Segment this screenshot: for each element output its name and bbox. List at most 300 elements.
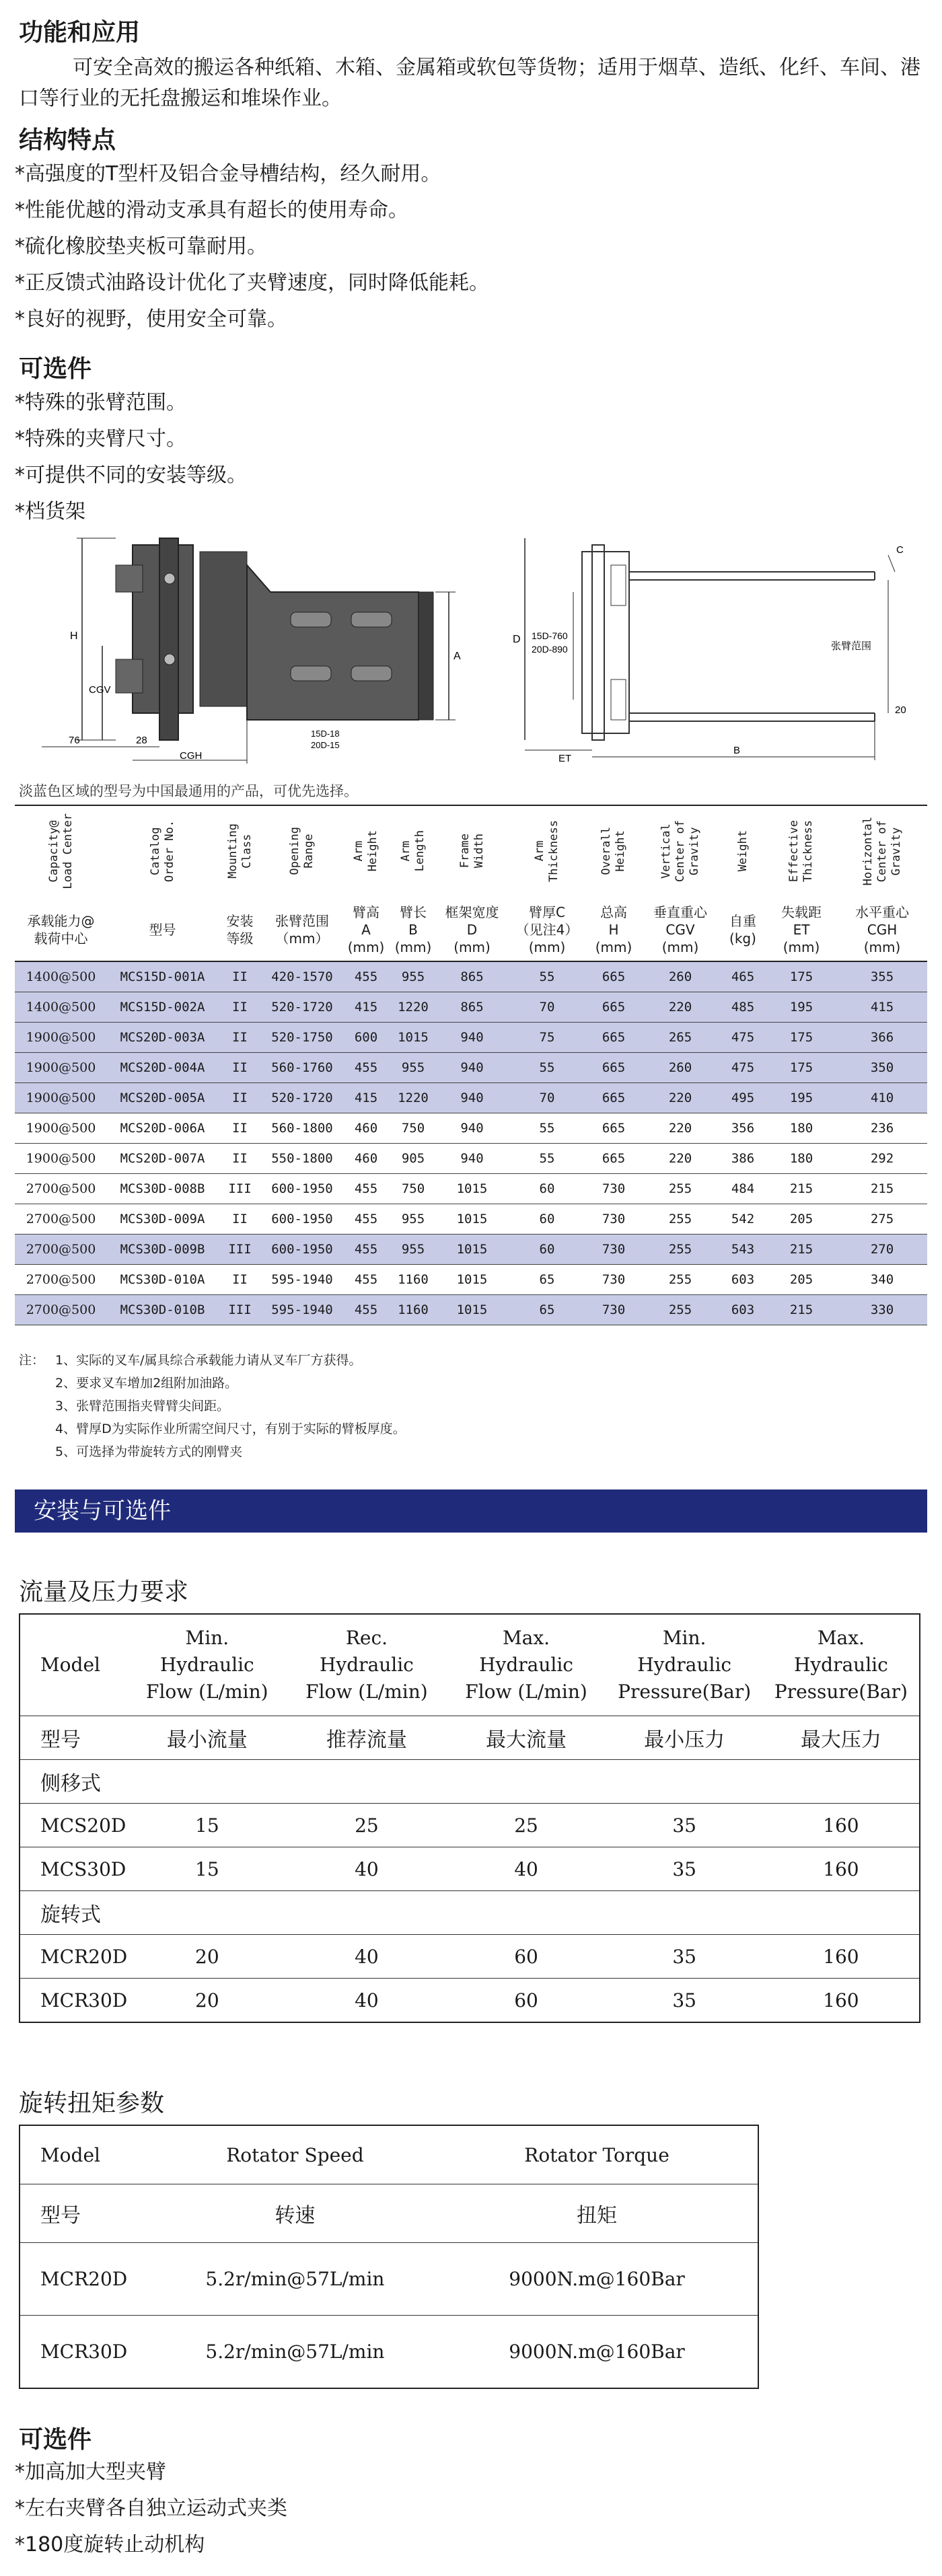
spec-cell: 2700@500 [15, 1295, 107, 1325]
spec-cn-header-row [15, 899, 927, 961]
cn-header-arm-height: 臂高 A (mm) [342, 899, 390, 961]
en-header-frame-width: Frame Width [458, 834, 486, 869]
flow-en-header: Model [20, 1614, 127, 1716]
flow-cn-header: 最小流量 [127, 1716, 287, 1760]
flow-en-header: Min. Hydraulic Pressure(Bar) [606, 1614, 763, 1716]
spec-cell: 465 [720, 961, 766, 992]
en-header-vertical-cg: Vertical Center of Gravity [659, 819, 701, 883]
spec-cell: 292 [837, 1144, 927, 1174]
spec-cell: 195 [766, 992, 837, 1023]
spec-cell: 460 [342, 1144, 390, 1174]
spec-cell: 955 [390, 961, 437, 992]
spec-cell: 460 [342, 1113, 390, 1144]
section-heading-options: 可选件 [19, 355, 92, 383]
spec-cell: 366 [837, 1023, 927, 1053]
spec-cell: 730 [587, 1174, 641, 1204]
spec-cell: 55 [507, 1144, 587, 1174]
spec-cell: 475 [720, 1023, 766, 1053]
note-text: 4、臂厚D为实际作业所需空间尺寸，有别于实际的臂板厚度。 [55, 1422, 406, 1436]
spec-cell: 2700@500 [15, 1265, 107, 1295]
rotator-cell: MCR20D [20, 2243, 154, 2316]
flow-cn-header-row [20, 1716, 920, 1760]
spec-cell: 1220 [390, 992, 437, 1023]
spec-cell: 236 [837, 1113, 927, 1144]
spec-cell: 905 [390, 1144, 437, 1174]
spec-cell: 270 [837, 1235, 927, 1265]
section-heading-rotator: 旋转扭矩参数 [19, 2090, 165, 2117]
spec-cell: 542 [720, 1204, 766, 1235]
options-2-list [15, 2454, 287, 2563]
flow-group-rotator: 旋转式 [20, 1891, 920, 1935]
spec-cell: II [218, 1144, 262, 1174]
spec-cell: 455 [342, 1235, 390, 1265]
flow-cell: 35 [606, 1979, 763, 2023]
spec-cell: 1400@500 [15, 992, 107, 1023]
spec-cell: 356 [720, 1113, 766, 1144]
table-row [15, 1023, 927, 1053]
list-item: * 特殊的张臂范围。 [15, 385, 247, 421]
flow-cell: 25 [287, 1804, 446, 1847]
spec-cell: 495 [720, 1083, 766, 1113]
spec-cell: 730 [587, 1204, 641, 1235]
spec-cell: 455 [342, 961, 390, 992]
spec-cell: 355 [837, 961, 927, 992]
dim-label-et: ET [558, 753, 572, 764]
spec-cell: 386 [720, 1144, 766, 1174]
flow-cell: 160 [763, 1804, 920, 1847]
spec-cell: MCS30D-010A [107, 1265, 218, 1295]
list-item: * 180度旋转止动机构 [15, 2527, 287, 2563]
flow-cn-header: 最大流量 [446, 1716, 606, 1760]
en-header-catalog: Catalog Order No. [148, 819, 176, 883]
spec-cell: 865 [437, 992, 507, 1023]
spec-cell: 55 [507, 1053, 587, 1083]
spec-cell: 420-1570 [262, 961, 342, 992]
spec-cell: 595-1940 [262, 1295, 342, 1325]
spec-cell: 70 [507, 1083, 587, 1113]
spec-cell: 55 [507, 961, 587, 992]
cn-header-horizontal-cg: 水平重心 CGH (mm) [837, 899, 927, 961]
spec-cell: 1015 [390, 1023, 437, 1053]
flow-cell: 40 [446, 1847, 606, 1891]
rotator-en-header: Rotator Torque [436, 2125, 758, 2184]
spec-table [15, 806, 927, 1325]
spec-cell: 65 [507, 1295, 587, 1325]
flow-en-header: Max. Hydraulic Flow (L/min) [446, 1614, 606, 1716]
spec-cell: 255 [641, 1295, 720, 1325]
installation-options-banner: 安装与可选件 [15, 1489, 927, 1533]
table-row [15, 1235, 927, 1265]
cn-header-model: 型号 [107, 899, 218, 961]
flow-cell: 20 [127, 1979, 287, 2023]
flow-cell: MCR30D [20, 1979, 127, 2023]
spec-cell: 60 [507, 1235, 587, 1265]
spec-cell: II [218, 1023, 262, 1053]
spec-cell: 2700@500 [15, 1235, 107, 1265]
spec-cell: 750 [390, 1113, 437, 1144]
spec-cell: 730 [587, 1265, 641, 1295]
spec-cell: MCS20D-007A [107, 1144, 218, 1174]
spec-cell: 415 [342, 1083, 390, 1113]
spec-cell: 603 [720, 1265, 766, 1295]
en-header-arm-thickness: Arm Thickness [533, 819, 560, 883]
spec-cell: 340 [837, 1265, 927, 1295]
en-header-mounting: Mounting Class [225, 823, 254, 879]
spec-cell: 1900@500 [15, 1053, 107, 1083]
table-row [15, 1295, 927, 1325]
spec-cell: 940 [437, 1053, 507, 1083]
table-row [20, 1979, 920, 2023]
spec-cell: II [218, 961, 262, 992]
spec-cell: MCS30D-008B [107, 1174, 218, 1204]
rotator-cn-header: 转速 [154, 2184, 436, 2243]
note-text: 1、实际的叉车/属具综合承载能力请从叉车厂方获得。 [55, 1353, 362, 1368]
spec-cell: 1900@500 [15, 1113, 107, 1144]
spec-cell: 70 [507, 992, 587, 1023]
section-heading-features: 结构特点 [19, 126, 116, 154]
spec-cell: 455 [342, 1204, 390, 1235]
spec-cell: 410 [837, 1083, 927, 1113]
spec-cell: 75 [507, 1023, 587, 1053]
table-row [20, 2243, 758, 2316]
dim-label-d: D [513, 634, 521, 645]
spec-cell: 260 [641, 961, 720, 992]
spec-cell: 730 [587, 1235, 641, 1265]
spec-cell: 260 [641, 1053, 720, 1083]
spec-cell: 1160 [390, 1265, 437, 1295]
spec-cell: 603 [720, 1295, 766, 1325]
spec-cell: 195 [766, 1083, 837, 1113]
list-item: * 良好的视野，使用安全可靠。 [15, 301, 489, 338]
spec-cell: 595-1940 [262, 1265, 342, 1295]
spec-cell: 665 [587, 961, 641, 992]
spec-cell: 455 [342, 1174, 390, 1204]
spec-cell: 560-1760 [262, 1053, 342, 1083]
spec-cell: 550-1800 [262, 1144, 342, 1174]
list-item: * 可提供不同的安装等级。 [15, 457, 247, 494]
spec-cell: 220 [641, 992, 720, 1023]
spec-cell: 1900@500 [15, 1144, 107, 1174]
spec-cell: 255 [641, 1174, 720, 1204]
spec-cell: 180 [766, 1113, 837, 1144]
dim-label-20d: 20D-15 [311, 740, 340, 750]
spec-cell: 485 [720, 992, 766, 1023]
spec-cell: 940 [437, 1144, 507, 1174]
spec-cell: 455 [342, 1295, 390, 1325]
spec-cell: II [218, 992, 262, 1023]
spec-cell: 1015 [437, 1235, 507, 1265]
spec-cell: 220 [641, 1144, 720, 1174]
spec-cell: 455 [342, 1053, 390, 1083]
spec-cell: 955 [390, 1204, 437, 1235]
table-row [20, 1935, 920, 1979]
rotator-en-header-row [20, 2125, 758, 2184]
rotator-cell: 9000N.m@160Bar [436, 2316, 758, 2388]
spec-cell: 205 [766, 1265, 837, 1295]
section-heading-functions: 功能和应用 [19, 19, 141, 46]
en-header-opening: Opening Range [288, 827, 316, 875]
flow-cell: 40 [287, 1979, 446, 2023]
table-row [15, 1174, 927, 1204]
spec-cell: MCS15D-002A [107, 992, 218, 1023]
spec-cell: II [218, 1083, 262, 1113]
spec-cell: 215 [766, 1235, 837, 1265]
spec-cell: MCS20D-005A [107, 1083, 218, 1113]
cn-header-arm-length: 臂长 B (mm) [390, 899, 437, 961]
en-header-effective-thickness: Effective Thickness [787, 819, 815, 883]
spec-cell: 1900@500 [15, 1023, 107, 1053]
spec-cell: 1160 [390, 1295, 437, 1325]
flow-cell: 60 [446, 1935, 606, 1979]
spec-cell: 475 [720, 1053, 766, 1083]
flow-cn-header: 最小压力 [606, 1716, 763, 1760]
spec-cell: 275 [837, 1204, 927, 1235]
rotator-cell: MCR30D [20, 2316, 154, 2388]
note-item [19, 1440, 406, 1463]
cn-header-overall-height: 总高 H (mm) [587, 899, 641, 961]
spec-cell: III [218, 1235, 262, 1265]
spec-cell: 255 [641, 1265, 720, 1295]
spec-cell: MCS30D-010B [107, 1295, 218, 1325]
list-item: * 加高加大型夹臂 [15, 2454, 287, 2491]
rotator-cell: 5.2r/min@57L/min [154, 2316, 436, 2388]
flow-cn-header: 最大压力 [763, 1716, 920, 1760]
spec-cell: 350 [837, 1053, 927, 1083]
table-row [20, 1847, 920, 1891]
flow-cell: 40 [287, 1935, 446, 1979]
spec-cell: 180 [766, 1144, 837, 1174]
spec-cell: III [218, 1295, 262, 1325]
spec-cell: 543 [720, 1235, 766, 1265]
table-row [15, 1144, 927, 1174]
spec-cell: 55 [507, 1113, 587, 1144]
note-item [19, 1372, 406, 1395]
dim-label-28: 28 [136, 735, 147, 746]
cn-header-opening: 张臂范围 （mm） [262, 899, 342, 961]
spec-cell: 175 [766, 961, 837, 992]
flow-cell: 35 [606, 1847, 763, 1891]
spec-en-header-row [15, 806, 927, 899]
spec-cell: 484 [720, 1174, 766, 1204]
spec-cell: 520-1720 [262, 992, 342, 1023]
spec-cell: 215 [766, 1174, 837, 1204]
spec-cell: 940 [437, 1083, 507, 1113]
flow-en-header: Max. Hydraulic Pressure(Bar) [763, 1614, 920, 1716]
spec-cell: 1015 [437, 1174, 507, 1204]
note-text: 3、张臂范围指夹臂臂尖间距。 [55, 1399, 230, 1413]
spec-cell: MCS20D-004A [107, 1053, 218, 1083]
list-item: * 档货架 [15, 494, 247, 530]
en-header-weight: Weight [735, 830, 750, 872]
spec-cell: 665 [587, 1023, 641, 1053]
spec-cell: 1015 [437, 1265, 507, 1295]
section-heading-flow: 流量及压力要求 [19, 1578, 189, 1606]
spec-cell: 65 [507, 1265, 587, 1295]
flow-cell: 60 [446, 1979, 606, 2023]
en-header-overall-height: Overall Height [600, 827, 627, 875]
spec-cell: 2700@500 [15, 1174, 107, 1204]
list-item: * 正反馈式油路设计优化了夹臂速度，同时降低能耗。 [15, 265, 489, 301]
flow-cell: 20 [127, 1935, 287, 1979]
spec-cell: 455 [342, 1265, 390, 1295]
flow-en-header: Min. Hydraulic Flow (L/min) [127, 1614, 287, 1716]
spec-cell: II [218, 1053, 262, 1083]
spec-cell: 215 [837, 1174, 927, 1204]
spec-cell: II [218, 1204, 262, 1235]
flow-cell: 40 [287, 1847, 446, 1891]
spec-cell: III [218, 1174, 262, 1204]
rotator-torque-table [19, 2125, 759, 2389]
blue-area-note: 淡蓝色区域的型号为中国最通用的产品，可优先选择。 [19, 783, 358, 799]
spec-cell: 205 [766, 1204, 837, 1235]
spec-cell: 955 [390, 1235, 437, 1265]
flow-cell: 35 [606, 1804, 763, 1847]
list-item: * 左右夹臂各自独立运动式夹类 [15, 2491, 287, 2527]
dim-label-76: 76 [69, 735, 80, 746]
en-header-capacity: Capacity@ Load Center [46, 813, 75, 889]
list-item: * 高强度的T型杆及铝合金导槽结构，经久耐用。 [15, 156, 489, 192]
dim-label-range-15d: 15D-760 [532, 630, 568, 641]
spec-cell: 220 [641, 1113, 720, 1144]
spec-cell: 175 [766, 1023, 837, 1053]
dim-label-15d: 15D-18 [311, 729, 340, 739]
table-row [20, 2316, 758, 2388]
spec-cell: 750 [390, 1174, 437, 1204]
options-list [15, 385, 247, 530]
spec-cell: 1900@500 [15, 1083, 107, 1113]
table-row [15, 992, 927, 1023]
cn-header-effective-thickness: 失载距 ET (mm) [766, 899, 837, 961]
flow-cell: MCS30D [20, 1847, 127, 1891]
cn-header-frame-width: 框架宽度 D (mm) [437, 899, 507, 961]
rotator-en-header: Model [20, 2125, 154, 2184]
spec-cell: MCS20D-006A [107, 1113, 218, 1144]
spec-cell: 520-1750 [262, 1023, 342, 1053]
spec-cell: 1400@500 [15, 961, 107, 992]
note-item [19, 1349, 406, 1372]
spec-cell: 255 [641, 1204, 720, 1235]
spec-cell: 1220 [390, 1083, 437, 1113]
list-item: * 特殊的夹臂尺寸。 [15, 421, 247, 457]
notes-label: 注： [19, 1353, 45, 1368]
note-item [19, 1395, 406, 1418]
spec-cell: 665 [587, 992, 641, 1023]
spec-cell: II [218, 1265, 262, 1295]
flow-cell: 25 [446, 1804, 606, 1847]
note-text: 2、要求叉车增加2组附加油路。 [55, 1376, 238, 1391]
flow-cn-header: 型号 [20, 1716, 127, 1760]
spec-cell: MCS30D-009B [107, 1235, 218, 1265]
spec-cell: 1015 [437, 1204, 507, 1235]
spec-cell: 520-1720 [262, 1083, 342, 1113]
table-row [15, 1083, 927, 1113]
flow-cell: 160 [763, 1847, 920, 1891]
list-item: * 硫化橡胶垫夹板可靠耐用。 [15, 229, 489, 265]
flow-cell: 35 [606, 1935, 763, 1979]
flow-cell: 15 [127, 1847, 287, 1891]
dim-label-20: 20 [895, 704, 906, 716]
en-header-arm-height: Arm Height [352, 830, 379, 872]
clamp-top-view-diagram [498, 525, 929, 767]
features-list [15, 156, 489, 338]
dim-label-c: C [896, 544, 904, 556]
flow-cell: 160 [763, 1935, 920, 1979]
spec-cell: 955 [390, 1053, 437, 1083]
spec-cell: 665 [587, 1113, 641, 1144]
spec-cell: 215 [766, 1295, 837, 1325]
table-row [15, 961, 927, 992]
spec-cell: 730 [587, 1295, 641, 1325]
table-row [15, 1113, 927, 1144]
table-row [20, 1804, 920, 1847]
spec-cell: 560-1800 [262, 1113, 342, 1144]
rotator-cn-header: 扭矩 [436, 2184, 758, 2243]
dim-label-a: A [454, 651, 461, 662]
spec-cell: MCS30D-009A [107, 1204, 218, 1235]
spec-cell: 1015 [437, 1295, 507, 1325]
spec-cell: 600-1950 [262, 1174, 342, 1204]
cn-header-weight: 自重 (kg) [720, 899, 766, 961]
rotator-cell: 5.2r/min@57L/min [154, 2243, 436, 2316]
en-header-arm-length: Arm Length [399, 830, 427, 872]
rotator-cn-header: 型号 [20, 2184, 154, 2243]
spec-cell: 265 [641, 1023, 720, 1053]
spec-cell: 865 [437, 961, 507, 992]
spec-cell: 940 [437, 1023, 507, 1053]
flow-cn-header: 推荐流量 [287, 1716, 446, 1760]
table-row [15, 1053, 927, 1083]
flow-cell: MCS20D [20, 1804, 127, 1847]
section-heading-options-2: 可选件 [19, 2426, 92, 2454]
note-text: 5、可选择为带旋转方式的刚臂夹 [55, 1444, 243, 1459]
flow-pressure-table [19, 1613, 920, 2023]
table-row [15, 1265, 927, 1295]
table-row [15, 1204, 927, 1235]
cn-header-capacity: 承载能力@ 载荷中心 [15, 899, 107, 961]
flow-group-sideshift: 侧移式 [20, 1760, 920, 1804]
spec-cell: 60 [507, 1204, 587, 1235]
spec-cell: 600-1950 [262, 1235, 342, 1265]
spec-cell: 175 [766, 1053, 837, 1083]
dim-label-opening-range: 张臂范围 [831, 640, 872, 652]
list-item: * 性能优越的滑动支承具有超长的使用寿命。 [15, 192, 489, 229]
en-header-horizontal-cg: Horizontal Center of Gravity [861, 816, 903, 886]
cn-header-mounting: 安装 等级 [218, 899, 262, 961]
spec-cell: 940 [437, 1113, 507, 1144]
spec-cell: 330 [837, 1295, 927, 1325]
rotator-cell: 9000N.m@160Bar [436, 2243, 758, 2316]
rotator-cn-header-row [20, 2184, 758, 2243]
flow-cell: 15 [127, 1804, 287, 1847]
spec-cell: 665 [587, 1083, 641, 1113]
cn-header-vertical-cg: 垂直重心 CGV (mm) [641, 899, 720, 961]
rotator-en-header: Rotator Speed [154, 2125, 436, 2184]
dim-label-h: H [70, 630, 78, 642]
spec-cell: 220 [641, 1083, 720, 1113]
spec-cell: 600-1950 [262, 1204, 342, 1235]
dim-label-cgv: CGV [89, 684, 111, 696]
spec-cell: 415 [837, 992, 927, 1023]
note-item [19, 1418, 406, 1440]
cn-header-arm-thickness: 臂厚C （见注4） (mm) [507, 899, 587, 961]
dim-label-cgh: CGH [180, 750, 203, 762]
flow-cell: MCR20D [20, 1935, 127, 1979]
spec-table-body [15, 961, 927, 1325]
spec-cell: MCS20D-003A [107, 1023, 218, 1053]
clamp-side-view-diagram [15, 525, 486, 767]
flow-cell: 160 [763, 1979, 920, 2023]
spec-cell: II [218, 1113, 262, 1144]
